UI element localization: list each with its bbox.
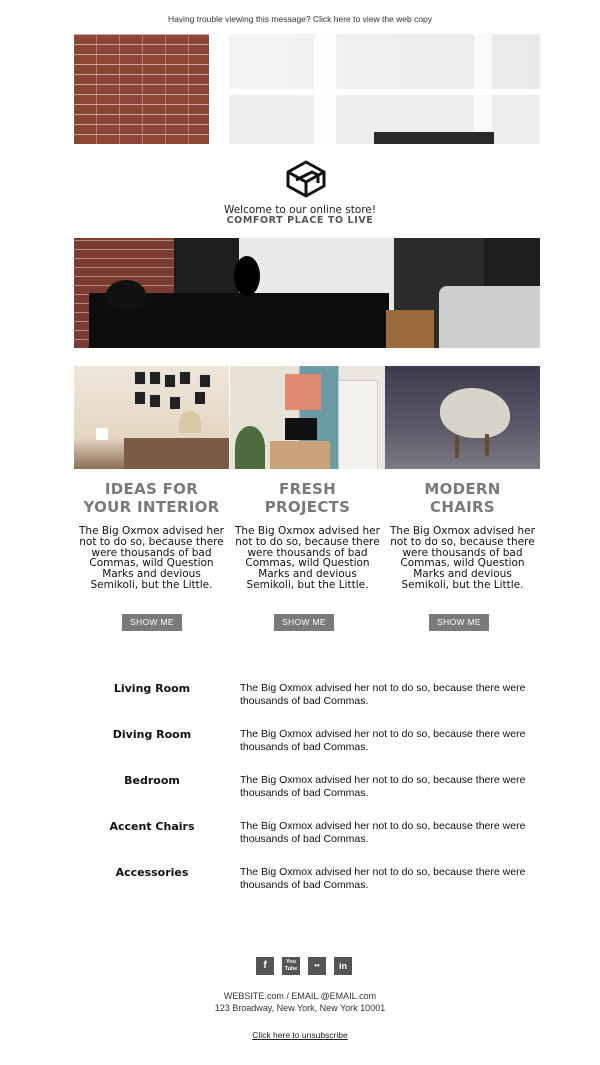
category-desc-living-room: The Big Oxmox advised her not to do so, because there were thousands of bad Commas. [240,682,526,707]
show-me-button-interior[interactable]: SHOW ME [122,614,182,631]
modern-chairs-image[interactable] [385,366,540,469]
category-bedroom[interactable]: Bedroom [124,774,180,787]
card-title-projects: FRESH PROJECTS [264,480,351,516]
card-title-interior: IDEAS FOR YOUR INTERIOR [83,480,220,516]
tagline: COMFORT PLACE TO LIVE [226,215,374,226]
facebook-icon[interactable]: f [256,957,274,975]
hero-image [74,34,540,144]
category-desc-accessories: The Big Oxmox advised her not to do so, because there were thousands of bad Commas. [240,866,526,891]
living-room-banner [74,238,540,348]
card-text-projects: The Big Oxmox advised her not to do so, because there were thousands of bad Commas, wild Question Marks and devious Semikoli, but the Little. [235,525,380,591]
card-title-chairs: MODERN CHAIRS [424,480,501,516]
category-accessories[interactable]: Accessories [115,866,189,879]
armchair-logo-icon [282,158,330,202]
category-desc-diving-room: The Big Oxmox advised her not to do so, because there were thousands of bad Commas. [240,728,526,753]
card-text-chairs: The Big Oxmox advised her not to do so, because there were thousands of bad Commas, wild Question Marks and devious Semikoli, but the Little. [390,525,535,591]
category-living-room[interactable]: Living Room [113,682,191,695]
unsubscribe-link[interactable]: Click here to unsubscribe [252,1030,348,1040]
category-diving-room[interactable]: Diving Room [112,728,192,741]
contact-info[interactable]: WEBSITE.com / EMAIL @EMAIL.com [223,991,377,1001]
show-me-button-projects[interactable]: SHOW ME [274,614,334,631]
address: 123 Broadway, New York, New York 10001 [214,1003,386,1013]
youtube-icon[interactable]: You Tube [282,957,300,975]
brick-wall-graphic [74,34,209,144]
show-me-button-chairs[interactable]: SHOW ME [429,614,489,631]
welcome-text: Welcome to our online store! [223,204,377,216]
card-text-interior: The Big Oxmox advised her not to do so, because there were thousands of bad Commas, wild Question Marks and devious Semikoli, but the Little. [79,525,224,591]
category-desc-accent-chairs: The Big Oxmox advised her not to do so, because there were thousands of bad Commas. [240,820,526,845]
fresh-projects-image[interactable] [230,366,385,469]
web-copy-link[interactable]: Having trouble viewing this message? Click here to view the web copy [167,14,433,24]
category-desc-bedroom: The Big Oxmox advised her not to do so, because there were thousands of bad Commas. [240,774,526,799]
category-accent-chairs[interactable]: Accent Chairs [109,820,195,833]
linkedin-icon[interactable]: in [334,957,352,975]
flickr-icon[interactable]: •• [308,957,326,975]
interior-ideas-image[interactable] [74,366,229,469]
